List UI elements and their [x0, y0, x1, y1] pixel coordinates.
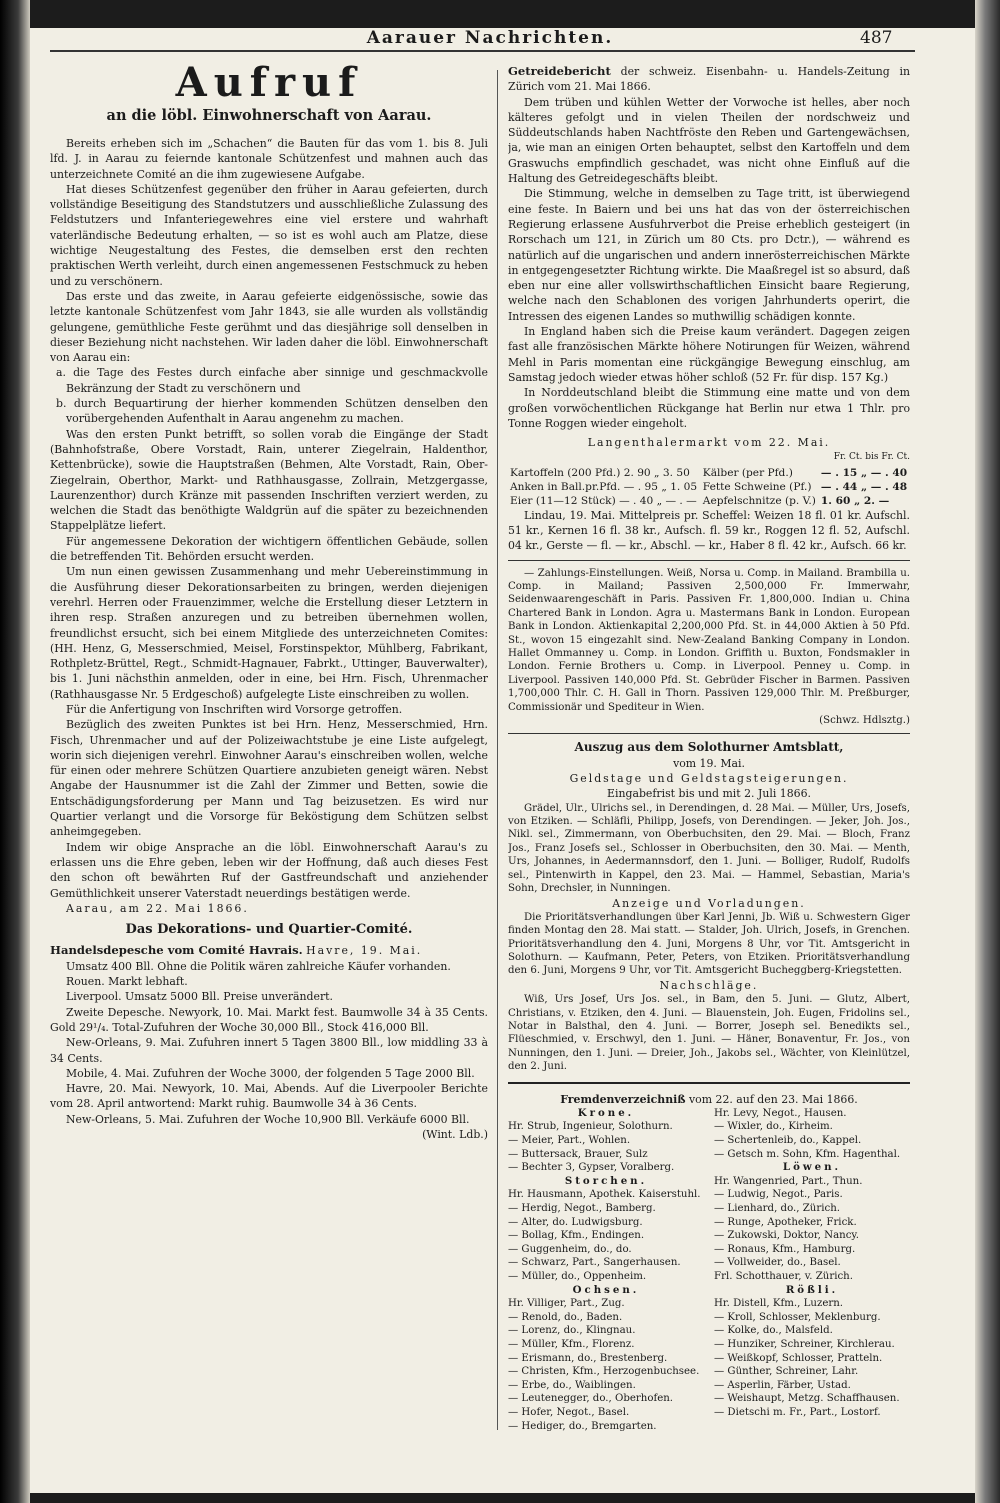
depesche-source: (Wint. Ldb.): [422, 1128, 488, 1141]
aufruf-paragraph: Das erste und das zweite, in Aarau gefeierte eidgenössische, sowie das letzte kantonale Schützenfest vom Jahr 1843, sie alle wurden als vollständig gelungene, gemüthliche Feste gerühmt und das diesjährige soll denselben in dieser Beziehung nicht nachstehen. Wir laden daher die löbl. Einwohnerschaft von Aarau ein:: [50, 289, 488, 365]
aufruf-paragraph: Was den ersten Punkt betrifft, so sollen vorab die Eingänge der Stadt (Bahnhofstraße, Obere Vorstadt, Rain, unterer Ziegelrain, Haldenthor, Kettenbrücke), sowie die Hauptstraßen (Behmen, Alte Vorstadt, Rain, Ober-Ziegelrain, Oberthor, Markt- und Rathhausgasse, Zollrain, Metzgergasse, Laurenzenthor) durch Kränze mit passenden Inschriften verziert werden, zu welchen die Stadt das benöthigte Waldgrün auf die später zu bezeichnenden Stappelplätze liefert.: [50, 427, 488, 533]
guest-list: [508, 1107, 910, 1433]
table-cell: Kälber (per Pfd.): [702, 466, 793, 479]
guest-entry: Hr. Distell, Kfm., Luzern.: [714, 1298, 844, 1310]
getreide-title: Getreidebericht: [508, 64, 611, 78]
guest-entry: — Hofer, Negot., Basel.: [508, 1406, 630, 1418]
guest-entry: — Vollweider, do., Basel.: [714, 1257, 841, 1269]
geldstage-subheading: Eingabefrist bis und mit 2. Juli 1866.: [607, 787, 811, 801]
getreide-paragraph: Dem trüben und kühlen Wetter der Vorwoche ist helles, aber noch kälteres gefolgt und in vielen Theilen der nordschweiz und Süddeutschlands haben Nachtfröste den Reben und Gartengewächsen, ja, wie man an einigen Orten behauptet, selbst den Kartoffeln und dem Graswuchs empfindlich geschadet, was nicht ohne Einfluß auf die Haltung des Getreidegeschäfts bleibt.: [508, 95, 910, 186]
header-rule: [50, 50, 915, 52]
hotel-name: Rößli.: [785, 1283, 839, 1296]
fremden-heading: [508, 1092, 910, 1107]
depesche-line: New-Orleans, 5. Mai. Zufuhren der Woche 10,900 Bll. Verkäufe 6000 Bll.: [66, 1112, 470, 1126]
table-row: [508, 494, 910, 508]
guest-entry: Hr. Levy, Negot., Hausen.: [714, 1107, 847, 1119]
guest-entry: — Bechter 3, Gypser, Voralberg.: [508, 1162, 675, 1174]
table-row: [508, 466, 910, 480]
guest-entry: — Runge, Apotheker, Frick.: [714, 1216, 857, 1228]
aufruf-paragraph: Hat dieses Schützenfest gegenüber den früher in Aarau gefeierten, durch vollständige Beseitigung des Standstutzers und ausschließliche Zulassung des Feldstutzers und Infanteriegewehres eine viel erstere und wahrhaft vaterländische Bedeutung erhalten, — so ist es wohl auch am Platze, diese wichtige Neugestaltung des Festes, die demselben erst den rechten praktischen Werth verleiht, durch einen angemessenen Festschmuck zu heben und zu verschönern.: [50, 182, 488, 288]
langenthal-heading: Langenthalermarkt vom 22. Mai.: [587, 436, 831, 450]
left-binding-shadow: [0, 0, 30, 1503]
guest-entry: — Müller, do., Oppenheim.: [508, 1271, 647, 1282]
guest-entry: — Bollag, Kfm., Endingen.: [508, 1230, 645, 1242]
table-cell: — . 44 „ — . 48: [820, 480, 908, 493]
price-table-header: Fr. Ct. bis Fr. Ct.: [833, 452, 910, 463]
guest-entry: Hr. Hausmann, Apothek. Kaiserstuhl.: [508, 1189, 701, 1201]
column-rule: [497, 70, 498, 1430]
page-number: 487: [860, 28, 893, 48]
getreide-lead: der schweiz. Eisenbahn- u. Handels-Zeitung in Zürich vom 21. Mai 1866.: [508, 65, 910, 94]
section-rule: [508, 560, 910, 561]
guest-entry: — Lienhard, do., Zürich.: [714, 1203, 841, 1215]
guest-entry: — Schertenleib, do., Kappel.: [714, 1135, 862, 1147]
section-rule: [508, 733, 910, 734]
depesche-heading: [50, 943, 488, 958]
guest-entry: — Ronaus, Kfm., Hamburg.: [714, 1243, 856, 1255]
guest-entry: — Getsch m. Sohn, Kfm. Hagenthal.: [714, 1148, 901, 1160]
guest-entry: — Erismann, do., Brestenberg.: [508, 1352, 668, 1364]
table-cell: Fette Schweine (Pf.): [702, 480, 812, 493]
anzeige-text: Die Prioritätsverhandlungen über Karl Jenni, Jb. Wiß u. Schwestern Giger finden Montag den 28. Mai statt. — Stalder, Joh. Ulrich, Josefs, in Grenchen. Prioritätsverhandlung den 4. Juni, Morgens 8 Uhr, vor Tit. Amtsgericht in Solothurn. — Kaufmann, Peter, Peters, von Etziken. Prioritätsverhandlung den 6. Juni, Morgens 9 Uhr, vor Tit. Amtsgericht Bucheggberg-Kriegstetten.: [508, 911, 910, 977]
depesche-line: Umsatz 400 Bll. Ohne die Politik wären zahlreiche Käufer vorhanden.: [66, 959, 451, 973]
guest-entry: — Müller, Kfm., Florenz.: [508, 1338, 635, 1350]
guest-entry: — Asperlin, Färber, Ustad.: [714, 1379, 851, 1391]
guest-entry: — Günther, Schreiner, Lahr.: [714, 1366, 859, 1378]
table-cell: Anken in Ball.pr.Pfd. — . 95 „ 1. 05: [510, 480, 698, 493]
guest-entry: — Guggenheim, do., do.: [508, 1243, 632, 1255]
guest-entry: — Meier, Part., Wohlen.: [508, 1135, 631, 1147]
geldstage-heading: Geldstage und Geldstagsteigerungen.: [569, 772, 849, 786]
getreide-paragraph: In England haben sich die Preise kaum verändert. Dagegen zeigen fast alle französischen Märkte höhere Notirungen für Weizen, während Mehl in Paris momentan eine rückgängige Bewegung einschlug, am Samstag jedoch wieder etwas höher schloß (52 Fr. für disp. 157 Kg.): [508, 325, 910, 384]
guest-entry: Hr. Strub, Ingenieur, Solothurn.: [508, 1121, 673, 1133]
lindau-report: Lindau, 19. Mai. Mittelpreis pr. Scheffel: Weizen 18 fl. 01 kr. Aufschl. 51 kr., Kernen 16 fl. 38 kr., Aufsch. fl. 59 kr., Roggen 12 fl. 52, Aufschl. 04 kr., Gerste — fl. — kr., Abschl. — kr., Haber 8 fl. 42 kr., Aufsch. 66 kr.: [508, 508, 910, 553]
table-row: [508, 480, 910, 494]
guest-entry: — Ludwig, Negot., Paris.: [714, 1189, 843, 1201]
auszug-subheading: vom 19. Mai.: [673, 756, 745, 770]
right-page-edge: [975, 0, 1000, 1503]
aufruf-paragraph: Indem wir obige Ansprache an die löbl. Einwohnerschaft Aarau's zu erlassen uns die Ehre geben, leben wir der Hoffnung, daß auch dieses Fest den schon oft bewährten Ruf der Gastfreundschaft und anziehender Gemüthlichkeit unserer Vaterstadt neuerdings bestätigen werde.: [50, 840, 488, 900]
depesche-line: Havre, 20. Mai. Newyork, 10. Mai, Abends. Auf die Liverpooler Berichte vom 28. April antwortend: Markt ruhig. Baumwolle 34 à 36 Cents.: [50, 1082, 488, 1111]
guest-entry: — Alter, do. Ludwigsburg.: [508, 1216, 643, 1228]
guest-entry: — Wixler, do., Kirheim.: [714, 1121, 833, 1133]
guest-entry: — Weißkopf, Schlosser, Pratteln.: [714, 1352, 883, 1364]
guest-entry: — Christen, Kfm., Herzogenbuchsee.: [508, 1366, 700, 1378]
guest-entry: Hr. Wangenried, Part., Thun.: [714, 1175, 863, 1187]
depesche-place: Havre, 19. Mai.: [306, 944, 423, 958]
hotel-name: Krone.: [577, 1106, 635, 1119]
guest-entry: — Hunziker, Schreiner, Kirchlerau.: [714, 1338, 895, 1350]
hotel-name: Storchen.: [564, 1174, 648, 1187]
depesche-line: Liverpool. Umsatz 5000 Bll. Preise unverändert.: [66, 990, 334, 1004]
guest-entry: — Buttersack, Brauer, Sulz: [508, 1148, 648, 1160]
zahlung-source: (Schwz. Hdlsztg.): [819, 715, 910, 727]
guest-entry: Hr. Villiger, Part., Zug.: [508, 1298, 625, 1310]
guest-entry: — Erbe, do., Waiblingen.: [508, 1379, 636, 1391]
depesche-line: New-Orleans, 9. Mai. Zufuhren innert 5 Tagen 3800 Bll., low middling 33 à 34 Cents.: [50, 1036, 488, 1065]
aufruf-list-item: a. die Tage des Festes durch einfache aber sinnige und geschmackvolle Bekränzung der Stadt zu verschönern und: [56, 366, 488, 395]
depesche-line: Rouen. Markt lebhaft.: [66, 975, 188, 989]
nachschlaege-heading: Nachschläge.: [659, 978, 759, 992]
section-rule: [508, 1082, 910, 1084]
guest-column-right: [714, 1107, 910, 1433]
depesche-line: Mobile, 4. Mai. Zufuhren der Woche 3000, der folgenden 5 Tage 2000 Bll.: [66, 1066, 475, 1080]
guest-entry: — Renold, do., Baden.: [508, 1311, 623, 1323]
anzeige-heading: Anzeige und Vorladungen.: [612, 896, 806, 910]
guest-entry: Frl. Schotthauer, v. Zürich.: [714, 1271, 853, 1282]
left-column: [50, 64, 488, 1434]
aufruf-list-item: b. durch Bequartirung der hierher kommenden Schützen denselben den vorübergehenden Aufenthalt in Aarau angenehm zu machen.: [56, 397, 488, 426]
getreide-paragraph: Die Stimmung, welche in demselben zu Tage tritt, ist überwiegend eine feste. In Baiern und bei uns hat das von der österreichischen Regierung erlassene Ausfuhrverbot die Preise erheblich gesteigert (in Rorschach um 121, in Zürich um 80 Cts. pro Dctr.), — während es natürlich auf die ungarischen und andern innerösterreichischen Märkte in entgegengesetzter Richtung wirkte. Die Maaßregel ist so absurd, daß eben nur eine aller vollswirthschaftlichen Einsicht baare Regierung, welche nach den Schablonen des vorigen Jahrhunderts operirt, die Intressen des eigenen Landes so muthwillig schädigen konnte.: [508, 187, 910, 323]
nachschlaege-text: Wiß, Urs Josef, Urs Jos. sel., in Bam, den 5. Juni. — Glutz, Albert, Christians, v. Etziken, den 4. Juni. — Blauenstein, Joh. Eugen, Fridolins sel., Notar in Balsthal, den 4. Juni. — Borrer, Joseph sel. Benedikts sel., Flüeschmied, v. Erschwyl, den 1. Juni. — Häner, Bonaventur, Fr. Jos., von Nunningen, den 1. Juni. — Dreier, Joh., Jakobs sel., Wächter, von Kleinlützel, den 2. Juni.: [508, 994, 910, 1073]
guest-entry: — Leutenegger, do., Oberhofen.: [508, 1393, 674, 1405]
guest-entry: — Hediger, do., Bremgarten.: [508, 1420, 657, 1432]
guest-entry: — Zukowski, Doktor, Nancy.: [714, 1230, 860, 1242]
geldstage-list: Grädel, Ulr., Ulrichs sel., in Derendingen, d. 28 Mai. — Müller, Urs, Josefs, von Etziken. — Schläfli, Philipp, Josefs, von Derendingen. — Jeker, Joh. Jos., Nikl. sel., Zimmermann, von Oberbuchsiten, den 29. Mai. — Bloch, Franz Jos., Franz Josefs sel., Schlosser in Oberbuchsiten, den 30. Mai. — Menth, Urs, Johannes, in Aedermannsdorf, den 1. Juni. — Bolliger, Rudolf, Rudolfs sel., Pintenwirth in Kappel, den 23. Mai. — Hammel, Sebastian, Maria's Sohn, Drechsler, in Nunningen.: [508, 802, 910, 895]
guest-entry: — Herdig, Negot., Bamberg.: [508, 1203, 656, 1215]
aufruf-date: Aarau, am 22. Mai 1866.: [66, 901, 249, 915]
right-column: [508, 64, 910, 1434]
aufruf-paragraph: Für die Anfertigung von Inschriften wird Vorsorge getroffen.: [66, 702, 403, 716]
aufruf-subtitle: an die löbl. Einwohnerschaft von Aarau.: [106, 107, 432, 124]
table-cell: Aepfelschnitze (p. V.): [702, 494, 816, 507]
aufruf-paragraph: Bereits erheben sich im „Schachen“ die Bauten für das vom 1. bis 8. Juli lfd. J. in Aarau zu feiernde kantonale Schützenfest und mahnen auch das unterzeichnete Comité an die ihm zugewiesene Aufgabe.: [50, 137, 488, 181]
table-cell: Kartoffeln (200 Pfd.) 2. 90 „ 3. 50: [510, 466, 690, 479]
aufruf-title: Aufruf: [175, 64, 363, 106]
getreide-heading: [508, 64, 910, 95]
guest-entry: — Kroll, Schlosser, Meklenburg.: [714, 1311, 881, 1323]
fremden-date: vom 22. auf den 23. Mai 1866.: [689, 1092, 858, 1106]
zahlung-report: — Zahlungs-Einstellungen. Weiß, Norsa u. Comp. in Mailand. Brambilla u. Comp. in Mailand; Passiven 2,500,000 Fr. Immerwahr, Seidenwaarengeschäft in Paris. Passiven Fr. 1,800,000. Indian u. China Chartered Bank in London. Agra u. Mastermans Bank in London. European Bank in London. Aktienkapital 2,200,000 Pfd. St. in 44,000 Aktien à 50 Pfd. St., wovon 15 eingezahlt sind. New-Zealand Banking Company in London. Hallet Ommanney u. Comp. in London. Griffith u. Buxton, Fondsmakler in London. Fernie Brothers u. Comp. in Liverpool. Penney u. Comp. in Liverpool. Passiven 140,000 Pfd. St. Gebrüder Fischer in Barmen. Passiven 1,700,000 Thlr. C. H. Gall in Thorn. Passiven 129,000 Thlr. M. Preßburger, Commissionär und Spediteur in Wien.: [508, 567, 910, 713]
guest-entry: — Kolke, do., Malsfeld.: [714, 1325, 833, 1337]
fremden-title: Fremdenverzeichniß: [560, 1092, 686, 1106]
table-cell: 1. 60 „ 2. —: [820, 494, 890, 507]
running-title: Aarauer Nachrichten.: [366, 28, 614, 48]
guest-entry: — Weishaupt, Metzg. Schaffhausen.: [714, 1393, 900, 1405]
aufruf-paragraph: Für angemessene Dekoration der wichtigern öffentlichen Gebäude, sollen die betreffenden Tit. Behörden ersucht werden.: [50, 534, 488, 564]
getreide-paragraph: In Norddeutschland bleibt die Stimmung eine matte und von dem großen vorwöchentlichen Rückgange hat Berlin nur etwa 1 Thlr. pro Tonne Roggen wieder eingeholt.: [508, 386, 910, 430]
hotel-name: Löwen.: [782, 1161, 842, 1174]
aufruf-paragraph: Bezüglich des zweiten Punktes ist bei Hrn. Henz, Messerschmied, Hrn. Fisch, Uhrenmacher und auf der Polizeiwachtstube je eine Liste aufgelegt, worin sich diejenigen verehrl. Einwohner Aarau's einschreiben wollen, welche für einen oder mehrere Schützen Quartiere anzubieten geneigt wären. Nebst Angabe der Hausnummer ist die Zahl der Zimmer und Betten, sowie die Entschädigungsforderung per Mann und Tag beizusetzen. Es wird nur Quartier verlangt und die Vorsorge für Beköstigung dem Schützen selbst anheimgegeben.: [50, 718, 488, 839]
depesche-line: Zweite Depesche. Newyork, 10. Mai. Markt fest. Baumwolle 34 à 35 Cents. Gold 29¹/₄. Total-Zufuhren der Woche 30,000 Bll., Stock 416,000 Bll.: [50, 1005, 488, 1034]
table-cell: — . 15 „ — . 40: [820, 466, 908, 479]
depesche-title: Handelsdepesche vom Comité Havrais.: [50, 943, 303, 958]
guest-entry: — Lorenz, do., Klingnau.: [508, 1325, 636, 1337]
auszug-title: Auszug aus dem Solothurner Amtsblatt,: [574, 740, 844, 755]
auszug-heading: [508, 740, 910, 755]
price-table: [508, 466, 910, 508]
guest-entry: — Schwarz, Part., Sangerhausen.: [508, 1257, 681, 1269]
committee-signature: Das Dekorations- und Quartier-Comité.: [125, 922, 413, 938]
aufruf-paragraph: Um nun einen gewissen Zusammenhang und mehr Uebereinstimmung in die Ausführung dieser Dekorationsarbeiten zu bringen, werden diejenigen verehrl. Herren oder Frauenzimmer, welche die Erstellung dieser Letztern in ihren resp. Straßen anzuregen und zu betreiben übernehmen wollen, freundlichst ersucht, sich bei einem Mitgliede des unterzeichneten Comites: (HH. Henz, G, Messerschmied, Meisel, Forstinspektor, Mühlberg, Fabrikant, Rothpletz-Brüttel, Regt., Schmidt-Hagnauer, Fabrkt., Uttinger, Bauverwalter), bis 1. Juni nächsthin anmelden, oder in eine, bei Hrn. Fisch, Uhrenmacher (Rathhausgasse Nr. 5 Erdgeschoß) aufgelegte Liste einschreiben zu wollen.: [50, 565, 488, 701]
guest-column-left: [508, 1107, 704, 1433]
guest-entry: — Dietschi m. Fr., Part., Lostorf.: [714, 1406, 881, 1418]
table-cell: Eier (11—12 Stück) — . 40 „ — . —: [510, 494, 697, 507]
hotel-name: Ochsen.: [572, 1283, 640, 1296]
